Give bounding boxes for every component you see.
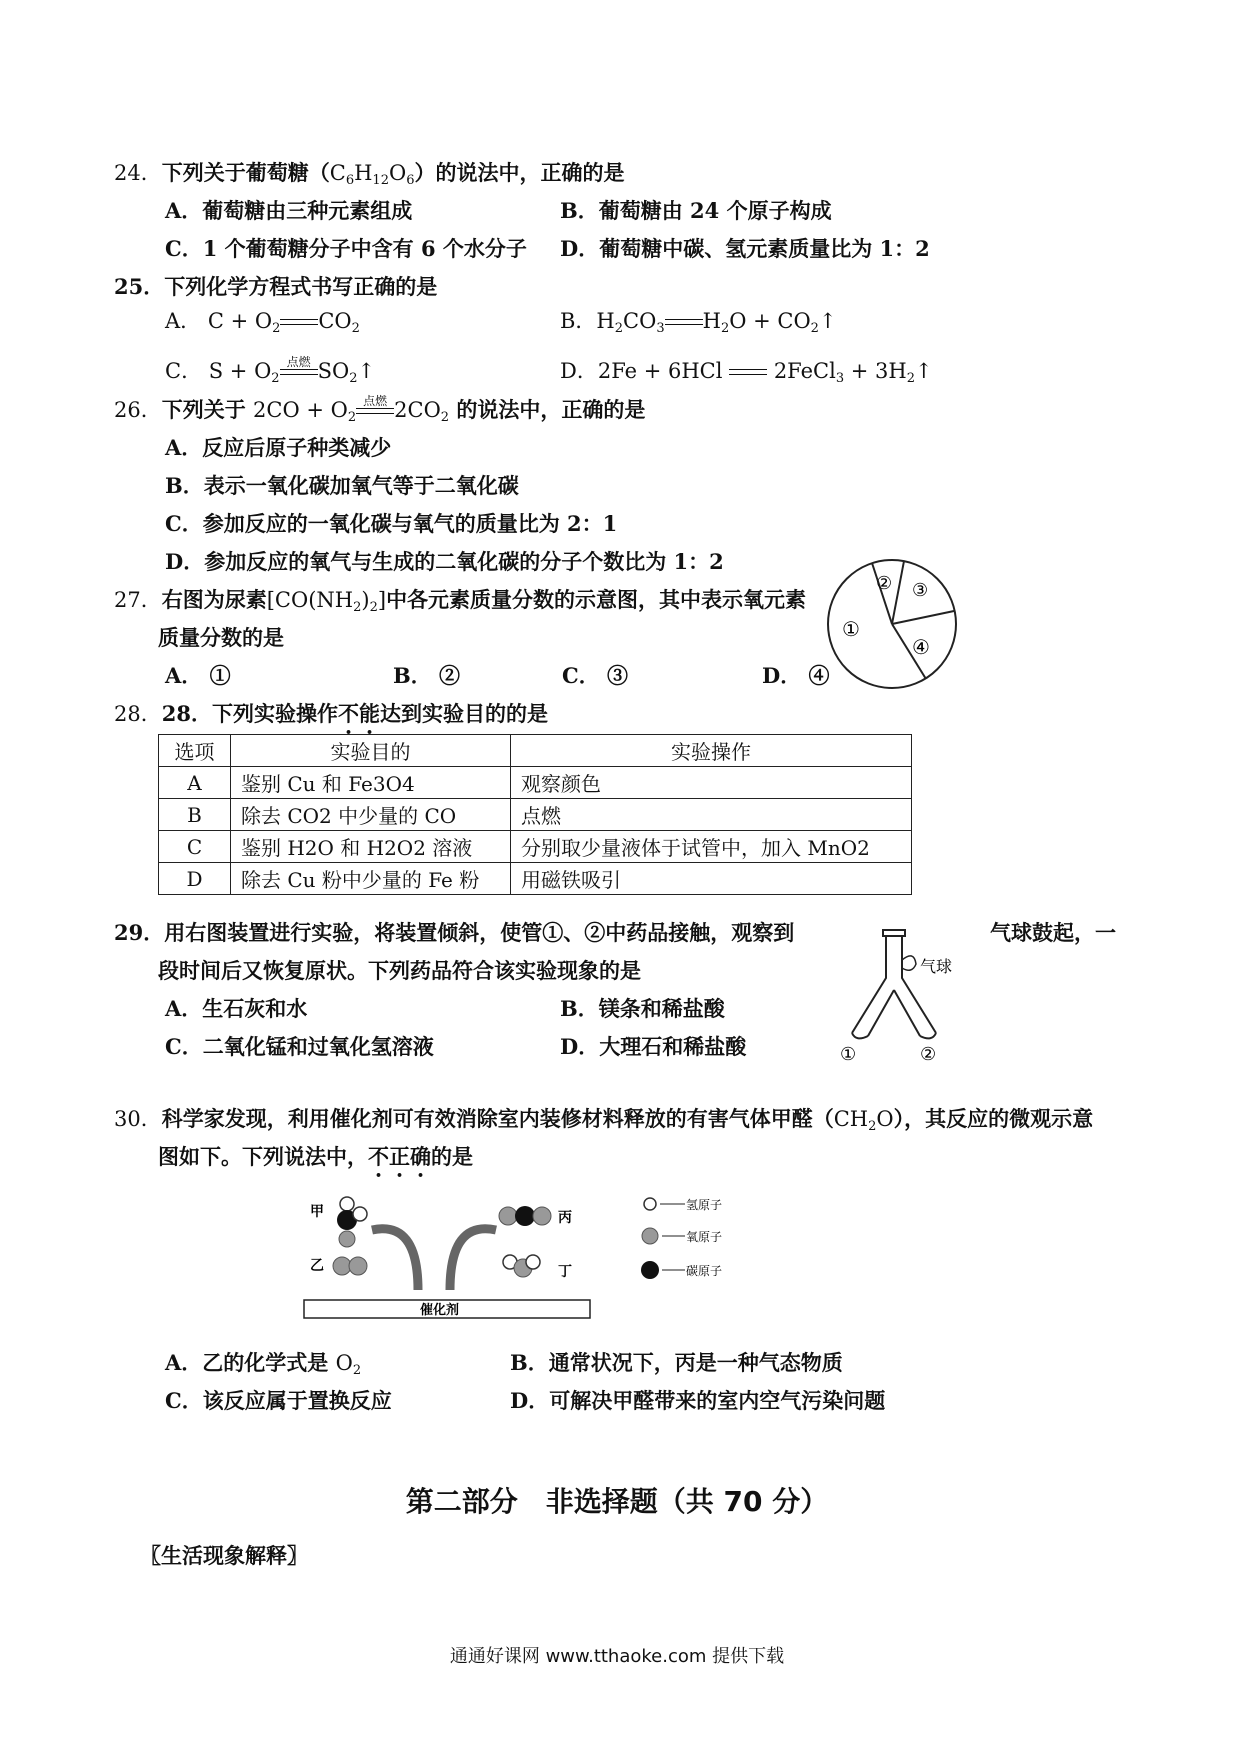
q24-option-b: B．葡萄糖由 24 个原子构成 — [560, 198, 832, 223]
equals-arrow-icon — [280, 316, 318, 330]
table-header-cell: 实验操作 — [511, 735, 912, 767]
table-cell: 用磁铁吸引 — [511, 863, 912, 895]
q28-stem: 28．28．下列实验操作不能达到实验目的的是 — [114, 701, 548, 726]
table-cell: D — [159, 863, 231, 895]
equals-arrow-icon — [665, 316, 703, 330]
q24-option-c: C．1 个葡萄糖分子中含有 6 个水分子 — [165, 236, 527, 261]
pie-label-2: ② — [876, 573, 893, 594]
section-title: 第二部分 非选择题（共 70 分） — [405, 1485, 829, 1518]
label-bing: 丙 — [558, 1210, 572, 1226]
pie-label-1: ① — [842, 617, 860, 641]
q29-stem-line1: 29．用右图装置进行实验，将装置倾斜，使管①、②中药品接触，观察到 — [114, 920, 795, 945]
q30-stem-line1: 30．科学家发现，利用催化剂可有效消除室内装修材料释放的有害气体甲醛$(CH_2O)$，其反应的微观示意 — [114, 1106, 1094, 1134]
table-cell: A — [159, 767, 231, 799]
label-ding: 丁 — [558, 1264, 572, 1280]
q27-option-a: A． ① — [165, 663, 231, 688]
table-header-cell: 选项 — [159, 735, 231, 767]
q26-option-a: A．反应后原子种类减少 — [165, 435, 392, 460]
tube-stopper — [883, 930, 905, 936]
reaction-micro-diagram — [300, 1190, 760, 1330]
q25-option-c: C． $S + O_2$ 点燃 $SO_2↑$ — [165, 358, 375, 384]
legend-hydrogen: 氢原子 — [686, 1198, 723, 1212]
equals-arrow-icon — [280, 354, 318, 380]
table-row — [159, 831, 912, 863]
q29-stem-line1-end: 气球鼓起，一 — [990, 920, 1116, 945]
sub-heading: 〖生活现象解释〗 — [140, 1543, 308, 1568]
table-cell: 鉴别 H2O 和 H2O2 溶液 — [231, 831, 511, 863]
q24-option-a: A．葡萄糖由三种元素组成 — [165, 198, 413, 223]
pie-label-3: ③ — [912, 580, 929, 601]
table-row — [159, 863, 912, 895]
table-cell: 点燃 — [511, 799, 912, 831]
y-tube-apparatus — [836, 928, 986, 1068]
q30-option-a: A．乙的化学式是 $O_2$ — [165, 1350, 362, 1378]
tube-label-1: ① — [840, 1044, 857, 1065]
table-cell: 除去 Cu 粉中少量的 Fe 粉 — [231, 863, 511, 895]
balloon-icon — [902, 956, 916, 970]
q26-option-d: D．参加反应的氧气与生成的二氧化碳的分子个数比为 1：2 — [165, 549, 724, 574]
q29-option-b: B．镁条和稀盐酸 — [560, 996, 725, 1021]
label-jia: 甲 — [310, 1204, 324, 1220]
q26-option-c: C．参加反应的一氧化碳与氧气的质量比为 2：1 — [165, 511, 618, 536]
tube-label-2: ② — [920, 1044, 937, 1065]
label-yi: 乙 — [310, 1258, 324, 1274]
table-cell: 鉴别 Cu 和 Fe3O4 — [231, 767, 511, 799]
q29-option-d: D．大理石和稀盐酸 — [560, 1034, 747, 1059]
table-cell: 除去 CO2 中少量的 CO — [231, 799, 511, 831]
balloon-label: 气球 — [920, 957, 953, 976]
urea-pie-diagram — [824, 556, 960, 692]
q24-stem: 24．下列关于葡萄糖$(C_6H_{12}O_6)$的说法中，正确的是 — [114, 160, 625, 188]
table-header-cell: 实验目的 — [231, 735, 511, 767]
curved-arrow-icon — [372, 1229, 418, 1290]
q29-option-a: A．生石灰和水 — [165, 996, 308, 1021]
legend-oxygen: 氧原子 — [686, 1230, 723, 1244]
table-header-row — [159, 735, 912, 767]
q27-option-b: B． ② — [393, 663, 461, 688]
q27-stem-line1: 27．右图为尿素$[CO(NH_2)_2]$中各元素质量分数的示意图，其中表示氧元素 — [114, 587, 807, 615]
q27-stem-line2: 质量分数的是 — [158, 625, 284, 650]
q24-option-d: D．葡萄糖中碳、氢元素质量比为 1：2 — [560, 236, 930, 261]
q29-option-c: C．二氧化锰和过氧化氢溶液 — [165, 1034, 434, 1059]
q27-option-d: D． ④ — [762, 663, 830, 688]
legend-carbon: 碳原子 — [686, 1264, 723, 1278]
q26-stem: 26．下列关于 $2CO + O_2$ 点燃 $2CO_2$ 的说法中，正确的是 — [114, 393, 646, 425]
q29-stem-line2: 段时间后又恢复原状。下列药品符合该实验现象的是 — [158, 958, 641, 983]
q27-option-c: C． ③ — [562, 663, 629, 688]
q30-stem-line2: 图如下。下列说法中，不正确的是 — [158, 1144, 473, 1169]
curved-arrow-icon — [450, 1229, 496, 1290]
q30-option-c: C．该反应属于置换反应 — [165, 1388, 392, 1413]
q26-option-b: B．表示一氧化碳加氧气等于二氧化碳 — [165, 473, 519, 498]
table-row — [159, 799, 912, 831]
q25-option-b: B．$H_2CO_3$ $H_2O$ + $CO_2↑$ — [560, 309, 837, 336]
footer-text: 通通好课网 www.tthaoke.com 提供下载 — [449, 1646, 785, 1667]
table-row — [159, 767, 912, 799]
condition-label: 点燃 — [286, 354, 311, 369]
equals-arrow-icon: 点燃 — [356, 405, 394, 419]
equals-arrow-icon — [729, 366, 767, 380]
table-cell: C — [159, 831, 231, 863]
experiment-table — [158, 734, 912, 895]
table-cell: 观察颜色 — [511, 767, 912, 799]
q30-option-d: D．可解决甲醛带来的室内空气污染问题 — [510, 1388, 886, 1413]
label-catalyst: 催化剂 — [420, 1303, 460, 1318]
q25-option-d: D．2Fe + 6HCl 2FeCl$_3$ + $3H_2↑$ — [560, 359, 933, 386]
q25-option-a: A． $C + O_2$ $CO_2$ — [165, 309, 360, 336]
table-cell: B — [159, 799, 231, 831]
q25-stem: 25．下列化学方程式书写正确的是 — [114, 274, 438, 299]
q30-option-b: B．通常状况下，丙是一种气态物质 — [510, 1350, 843, 1375]
pie-label-4: ④ — [912, 635, 930, 659]
table-cell: 分别取少量液体于试管中，加入 MnO2 — [511, 831, 912, 863]
